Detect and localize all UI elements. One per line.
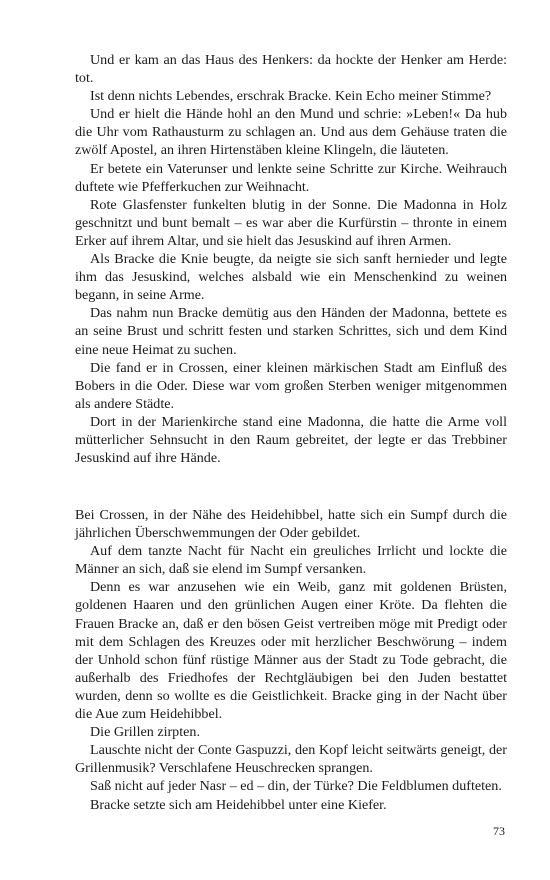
paragraph: Denn es war anzusehen wie ein Weib, ganz mit goldenen Brüsten, goldenen Haaren und den grünlichen Augen einer Kröte. Da flehten die Frauen Bracke an, daß er den bösen Geist vertreiben möge mit Predigt oder mit dem Schlagen des Kreuzes oder mit herzlicher Beschwörung – indem der Unhold schon fünf rüstige Männer aus der Stadt zu Tode gebracht, die außerhalb des Friedhofes der Rechtgläubigen bei den Juden bestattet wurden, denn so wollte es die Geistlichkeit. Bracke ging in der Nacht über die Aue zum Heidehibbel.	[75, 579, 507, 723]
paragraph: Bracke setzte sich am Heidehibbel unter eine Kiefer.	[90, 796, 387, 813]
text-section-1	[75, 51, 507, 467]
paragraph: Als Bracke die Knie beugte, da neigte sie sich sanft hernieder und legte ihm das Jesuskind, welches alsbald wie ein Menschenkind zu weinen begann, in seine Arme.	[75, 251, 507, 304]
text-section-2	[75, 506, 507, 814]
page-number: 73	[493, 824, 505, 838]
paragraph: Dort in der Marienkirche stand eine Madonna, die hatte die Arme voll mütterlicher Sehnsucht in den Raum gebreitet, der legte er das Trebbiner Jesuskind auf ihre Hände.	[75, 413, 507, 467]
paragraph: Er betete ein Vaterunser und lenkte seine Schritte zur Kirche. Weihrauch duftete wie Pfefferkuchen zur Weihnacht.	[75, 160, 507, 195]
paragraph: Rote Glasfenster funkelten blutig in der Sonne. Die Madonna in Holz geschnitzt und bunt bemalt – es war aber die Kurfürstin – thronte in einem Erker auf ihrem Altar, und sie hielt das Jesuskind auf ihren Armen.	[75, 196, 507, 249]
paragraph: Ist denn nichts Lebendes, erschrak Bracke. Kein Echo meiner Stimme?	[90, 88, 492, 105]
paragraph: Und er kam an das Haus des Henkers: da hockte der Henker am Herde: tot.	[75, 52, 507, 87]
paragraph: Die Grillen zirpten.	[90, 724, 200, 741]
paragraph: Saß nicht auf jeder Nasr – ed – din, der Türke? Die Feldblumen dufteten.	[90, 778, 502, 795]
paragraph: Und er hielt die Hände hohl an den Mund und schrie: »Leben!« Da hub die Uhr vom Rathausturm zu schlagen an. Und aus dem Gehäuse traten die zwölf Apostel, an ihren Hirtenstäben kleine Klingeln, die läuteten.	[75, 106, 507, 159]
paragraph: Lauschte nicht der Conte Gaspuzzi, den Kopf leicht seitwärts geneigt, der Grillenmusik? Verschlafene Heuschrecken sprangen.	[75, 742, 507, 777]
paragraph: Die fand er in Crossen, einer kleinen märkischen Stadt am Einfluß des Bobers in die Oder. Diese war vom großen Sterben weniger mitgenommen als andere Städte.	[75, 359, 507, 412]
paragraph: Das nahm nun Bracke demütig aus den Händen der Madonna, bettete es an seine Brust und schritt festen und starken Schrittes, sich und dem Kind eine neue Heimat zu suchen.	[75, 305, 507, 358]
section-opening-paragraph: Bei Crossen, in der Nähe des Heidehibbel, hatte sich ein Sumpf durch die jährlichen Überschwemmungen der Oder gebildet.	[75, 507, 507, 542]
paragraph: Auf dem tanzte Nacht für Nacht ein greuliches Irrlicht und lockte die Männer an sich, daß sie elend im Sumpf versanken.	[75, 543, 507, 578]
